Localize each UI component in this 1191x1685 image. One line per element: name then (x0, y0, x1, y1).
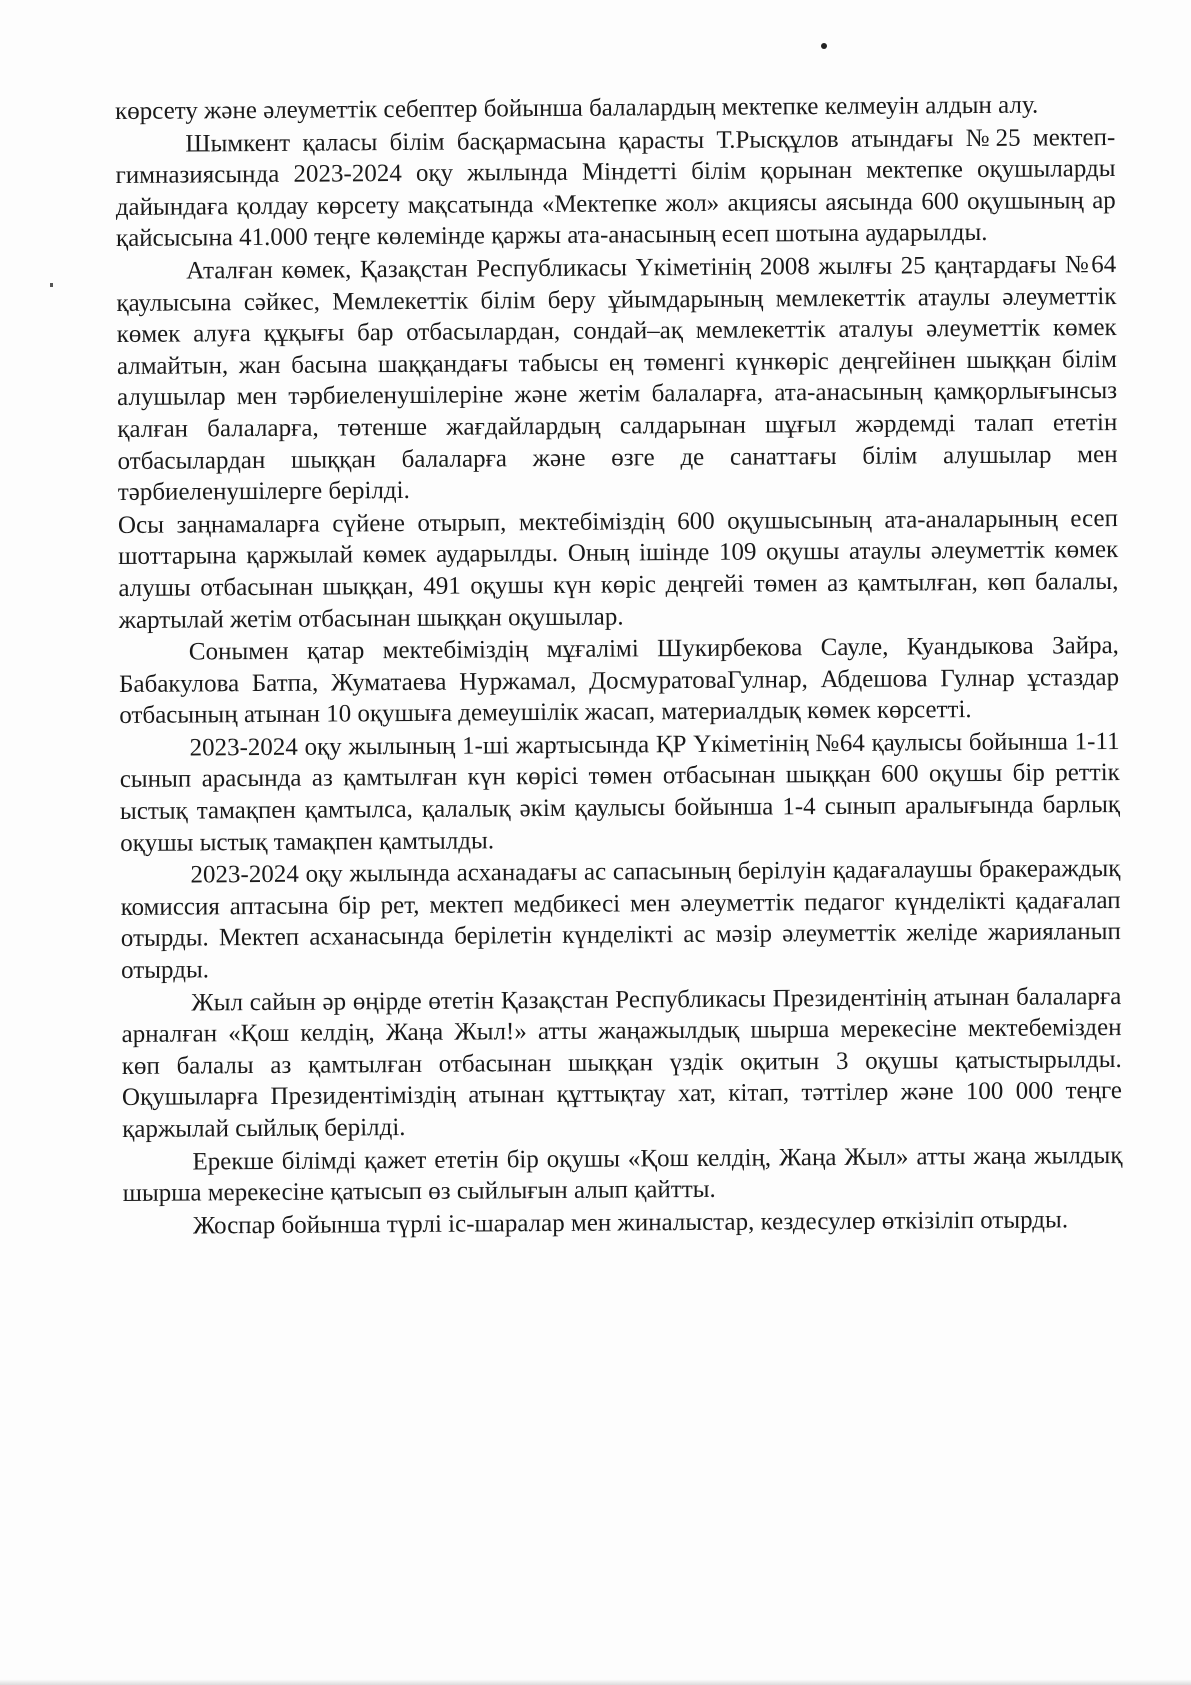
paragraph-7: 2023-2024 оқу жылында асханадағы ас сапасының берілуін қадағалаушы бракераждық комиссия аптасына бір рет, мектеп медбикесі мен әлеуметтік педагог күнделікті қадағалап отырды. Мектеп асханасында берілетін күнделікті ас мәзір әлеуметтік желіде жарияланып отырды. (120, 855, 1121, 985)
paragraph-9: Ерекше білімді қажет ететін бір оқушы «Қош келдің, Жаңа Жыл» атты жаңа жылдық шырша мерекесіне қатысып өз сыйлығын алып қайтты. (122, 1141, 1123, 1208)
scan-mark (50, 283, 53, 287)
paragraph-3: Аталған көмек, Қазақстан Республикасы Үкіметінің 2008 жылғы 25 қаңтардағы №64 қаулысына сәйкес, Мемлекеттік білім беру ұйымдарының мемлекеттік атаулы әлеуметтік көмек алуға құқығы бар отбасылардан, сондай–ақ мемлекеттік аталуы әлеуметтік көмек алмайтын, жан басына шаққандағы табысы ең төменгі күнкөріс деңгейінен шыққан білім алушылар мен тәрбиеленушілеріне және жетім балаларға, ата-анасының қамқорлығынсыз қалған балаларға, төтенше жағдайлардың салдарынан шұғыл жәрдемді талап ететін отбасылардан шыққан балаларға және өзге де санаттағы білім алушылар мен тәрбиеленушілерге берілді. (116, 250, 1118, 507)
document-body (115, 89, 1123, 1243)
paragraph-8: Жыл сайын әр өңірде өтетін Қазақстан Республикасы Президентінің атынан балаларға арналған «Қош келдің, Жаңа Жыл!» атты жаңажылдық шырша мерекесіне мектебемізден көп балалы аз қамтылған отбасынан шыққан үздік оқитын 3 оқушы қатыстырылды. Оқушыларға Президентіміздің атынан құттықтау хат, кітап, тәттілер және 100 000 теңге қаржылай сыйлық берілді. (121, 982, 1123, 1143)
scan-dot (821, 43, 827, 49)
paragraph-10: Жоспар бойынша түрлі іс-шаралар мен жиналыстар, кездесулер өткізіліп отырды. (192, 1206, 1069, 1240)
paragraph-4: Осы заңнамаларға сүйене отырып, мектебіміздің 600 оқушысының ата-аналарының есеп шоттарына қаржылай көмек аударылды. Оның ішінде 109 оқушы атаулы әлеуметтік көмек алушы отбасынан шыққан, 491 оқушы күн көріс деңгейі төмен аз қамтылған, көп балалы, жартылай жетім отбасынан шыққан оқушылар. (117, 504, 1119, 634)
paragraph-1: көрсету және әлеуметтік себептер бойынша балалардың мектепке келмеуін алдын алу. (115, 91, 1039, 125)
paragraph-2: Шымкент қаласы білім басқармасына қарасты Т.Рысқұлов атындағы №25 мектеп-гимназиясында 2023-2024 оқу жылында Міндетті білім қорынан мектепке оқушыларды дайындаға қолдау көрсету мақсатында «Мектепке жол» акциясы аясында 600 оқушының ар қайсысына 41.000 теңге көлемінде қаржы ата-анасының есеп шотына аударылды. (115, 123, 1116, 253)
paragraph-6: 2023-2024 оқу жылының 1-ші жартысында ҚР Үкіметінің №64 қаулысы бойынша 1-11 сынып арасында аз қамтылған күн көрісі төмен отбасынан шыққан 600 оқушы бір реттік ыстық тамақпен қамтылса, қалалық әкім қаулысы бойынша 1-4 сынып аралығында барлық оқушы ыстық тамақпен қамтылды. (119, 727, 1121, 857)
paragraph-5: Сонымен қатар мектебіміздің мұғалімі Шукирбекова Сауле, Куандыкова Зайра, Бабакулова Батпа, Жуматаева Нуржамал, ДосмуратоваГулнар, Абдешова Гулнар ұстаздар отбасының атынан 10 оқушыға демеушілік жасап, материалдық көмек көрсетті. (119, 632, 1120, 730)
scan-edge (0, 1679, 1191, 1685)
